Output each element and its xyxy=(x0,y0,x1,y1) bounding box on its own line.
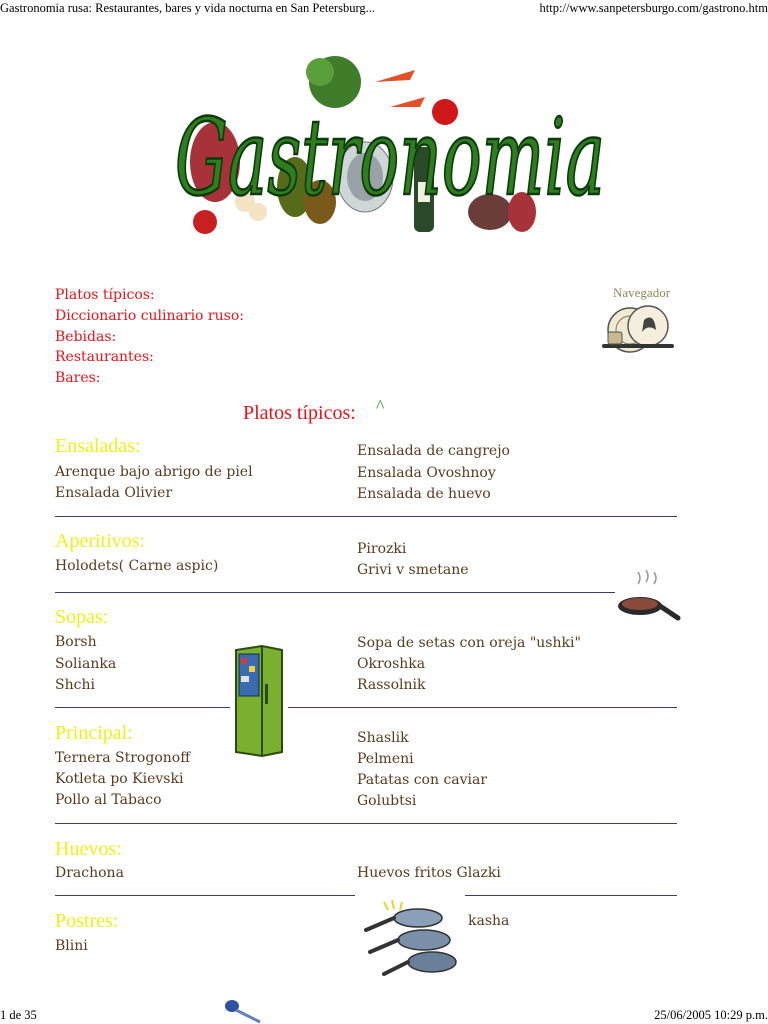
navegador-label[interactable]: Navegador xyxy=(613,285,671,300)
print-header-url: http://www.sanpetersburgo.com/gastrono.htm xyxy=(539,1,768,15)
list-item[interactable]: Ensalada Ovoshnoy xyxy=(357,465,496,481)
list-item[interactable]: Okroshka xyxy=(357,656,426,672)
nav-link-bares[interactable]: Bares: xyxy=(55,370,101,386)
refrigerator-icon xyxy=(232,644,286,758)
list-item[interactable]: Rassolnik xyxy=(357,677,426,693)
list-item[interactable]: Ensalada de huevo xyxy=(357,486,491,502)
category-aperitivos: Aperitivos: xyxy=(55,530,145,552)
frying-pan-icon xyxy=(616,568,682,626)
divider xyxy=(55,895,355,896)
category-ensaladas: Ensaladas: xyxy=(55,435,141,457)
divider xyxy=(288,707,677,708)
print-footer-page: 1 de 35 xyxy=(0,1008,37,1022)
list-item[interactable]: Ensalada de cangrejo xyxy=(357,443,510,459)
nav-link-bebidas[interactable]: Bebidas: xyxy=(55,329,117,345)
list-item[interactable]: Ensalada Olivier xyxy=(55,485,173,501)
plates-icon[interactable] xyxy=(596,302,680,358)
list-item[interactable]: Sopa de setas con oreja "ushki" xyxy=(357,635,581,651)
saucepans-icon xyxy=(362,896,462,982)
list-item[interactable]: Huevos fritos Glazki xyxy=(357,865,501,881)
category-postres: Postres: xyxy=(55,910,119,932)
list-item[interactable]: Golubtsi xyxy=(357,793,417,809)
list-item[interactable]: Shchi xyxy=(55,677,95,693)
divider xyxy=(55,516,677,517)
gastronomia-logo xyxy=(170,52,610,242)
logo-text: Gastronomia xyxy=(175,96,605,219)
list-item[interactable]: Shaslik xyxy=(357,730,409,746)
list-item[interactable]: Borsh xyxy=(55,634,97,650)
divider xyxy=(55,823,677,824)
list-item[interactable]: Kotleta po Kievski xyxy=(55,771,184,787)
list-item[interactable]: Pirozki xyxy=(357,541,407,557)
print-header-title: Gastronomia rusa: Restaurantes, bares y vida nocturna en San Petersburg... xyxy=(0,1,376,15)
section-title: Platos típicos: xyxy=(243,402,356,424)
back-to-top-link[interactable]: ^ xyxy=(376,396,385,416)
list-item[interactable]: kasha xyxy=(468,913,510,929)
list-item[interactable]: Blini xyxy=(55,938,88,954)
category-sopas: Sopas: xyxy=(55,606,109,628)
nav-link-restaurantes[interactable]: Restaurantes: xyxy=(55,349,154,365)
category-huevos: Huevos: xyxy=(55,838,122,860)
divider xyxy=(465,895,677,896)
pin-icon xyxy=(222,998,264,1024)
divider xyxy=(55,592,615,593)
category-principal: Principal: xyxy=(55,722,133,744)
list-item[interactable]: Arenque bajo abrigo de piel xyxy=(55,464,253,480)
print-footer-datetime: 25/06/2005 10:29 p.m. xyxy=(654,1008,768,1022)
list-item[interactable]: Pollo al Tabaco xyxy=(55,792,162,808)
list-item[interactable]: Solianka xyxy=(55,656,117,672)
nav-link-platos-tipicos[interactable]: Platos típicos: xyxy=(55,287,155,303)
nav-link-diccionario[interactable]: Diccionario culinario ruso: xyxy=(55,308,244,324)
divider xyxy=(55,707,230,708)
list-item[interactable]: Holodets( Carne aspic) xyxy=(55,558,219,574)
list-item[interactable]: Drachona xyxy=(55,865,124,881)
list-item[interactable]: Pelmeni xyxy=(357,751,414,767)
list-item[interactable]: Ternera Strogonoff xyxy=(55,750,191,766)
list-item[interactable]: Grivi v smetane xyxy=(357,562,469,578)
list-item[interactable]: Patatas con caviar xyxy=(357,772,488,788)
